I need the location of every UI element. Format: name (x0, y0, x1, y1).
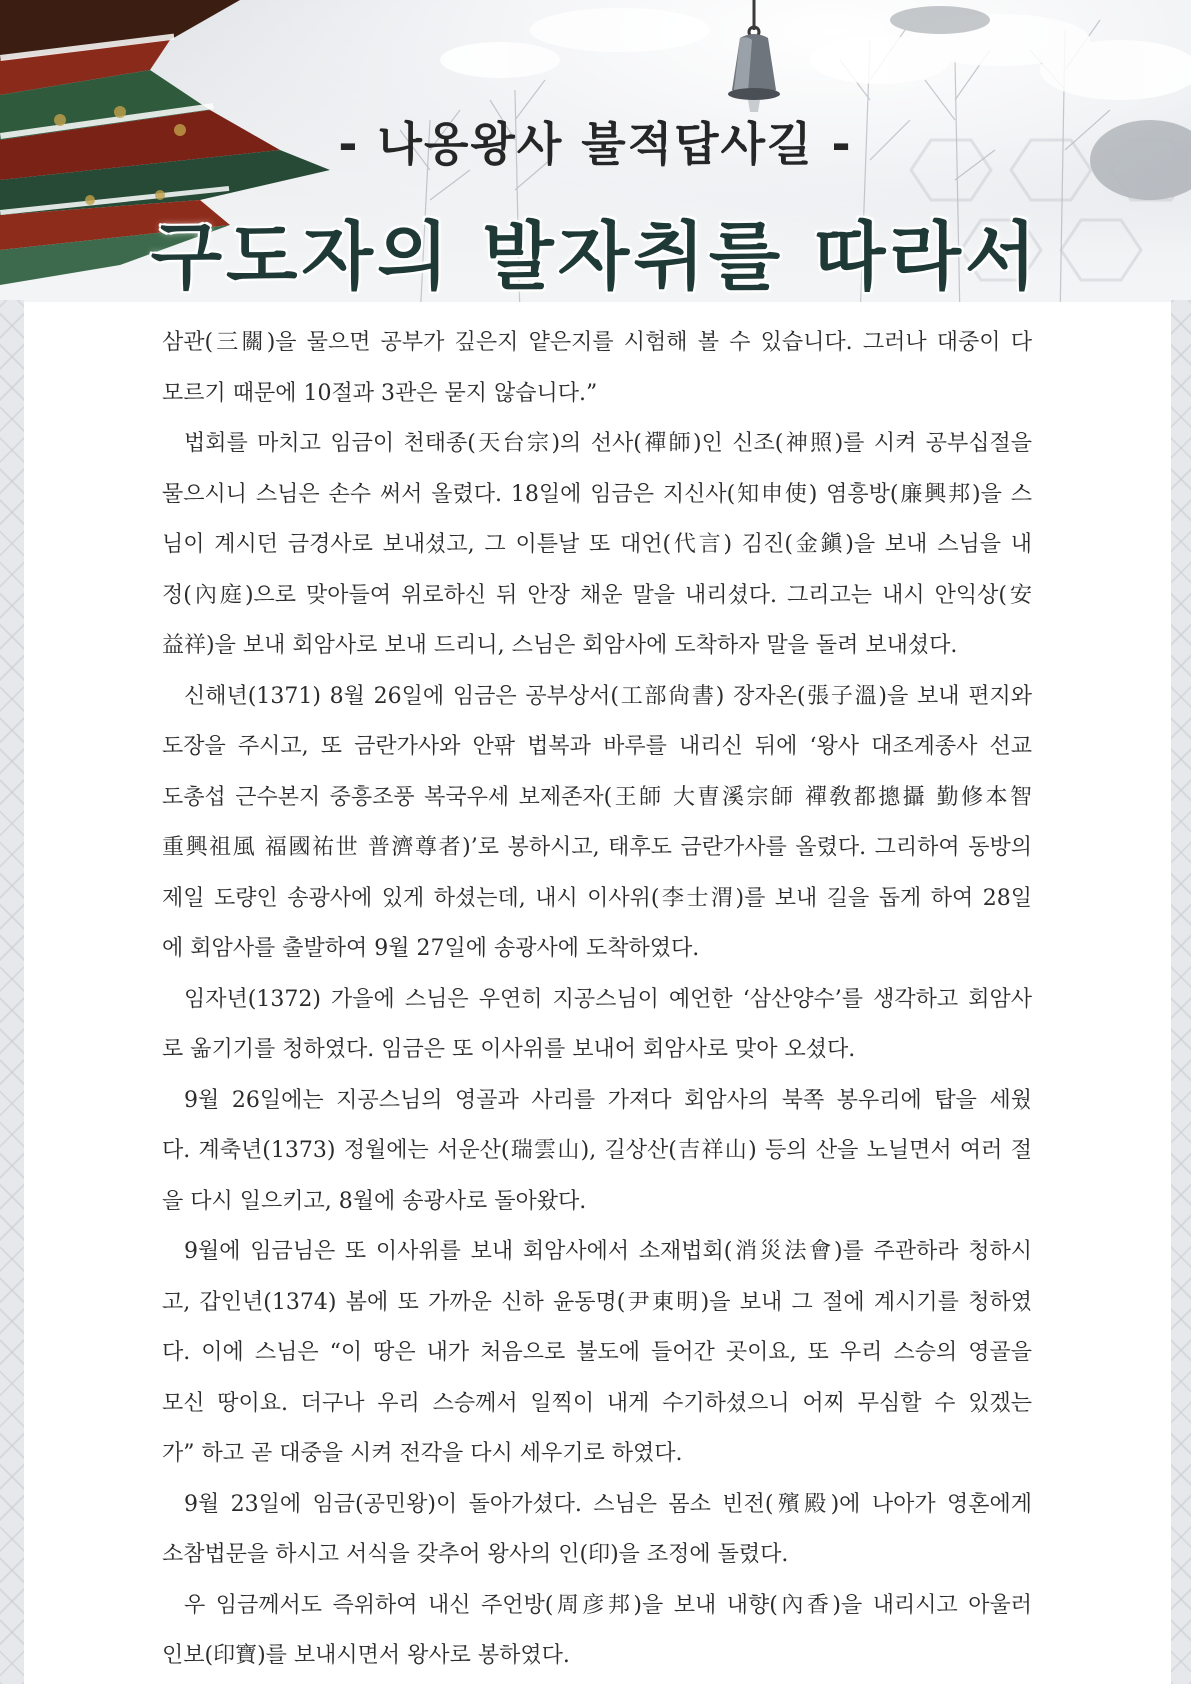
text-line: 에 회암사를 출발하여 9월 27일에 송광사에 도착하였다. (162, 936, 700, 961)
text-line: 삼관(三關)을 물으면 공부가 깊은지 얕은지를 시험해 볼 수 있습니다. 그러나 대중이 다 (162, 330, 1032, 355)
page-title: 구도자의 발자취를 따라서 (150, 214, 1041, 300)
text-line: 모르기 때문에 10절과 3관은 묻지 않습니다.” (162, 380, 598, 406)
text-line: 님이 계시던 금경사로 보내셨고, 그 이튿날 또 대언(代言) 김진(金鎭)을 보내 스님을 내 (162, 532, 1032, 557)
text-line: 법회를 마치고 임금이 천태종(天台宗)의 선사(禪師)인 신조(神照)를 시켜 공부십절을 (184, 431, 1032, 456)
page-subtitle: - 나옹왕사 불적답사길 - (338, 117, 853, 171)
text-line: 도장을 주시고, 또 금란가사와 안팎 법복과 바루를 내리신 뒤에 ‘왕사 대조계종사 선교 (162, 734, 1032, 759)
text-line: 제일 도량인 송광사에 있게 하셨는데, 내시 이사위(李士渭)를 보내 길을 돕게 하여 28일 (162, 885, 1032, 911)
text-line: 고, 갑인년(1374) 봄에 또 가까운 신하 윤동명(尹東明)을 보내 그 절에 계시기를 청하였 (162, 1289, 1032, 1315)
right-margin-pattern (1171, 300, 1191, 1684)
text-line: 로 옮기기를 청하였다. 임금은 또 이사위를 보내어 회암사로 맞아 오셨다. (162, 1037, 856, 1062)
text-line: 우 임금께서도 즉위하여 내신 주언방(周彦邦)을 보내 내향(內香)을 내리시고 아울러 (184, 1592, 1032, 1618)
body-text (162, 318, 1032, 1682)
left-margin-pattern (0, 300, 24, 1684)
header-banner (0, 0, 1191, 320)
text-line: 을 다시 일으키고, 8월에 송광사로 돌아왔다. (162, 1188, 587, 1214)
text-line: 가” 하고 곧 대중을 시켜 전각을 다시 세우기로 하였다. (162, 1441, 683, 1466)
text-line: 신해년(1371) 8월 26일에 임금은 공부상서(工部尙書) 장자온(張子溫)을 보내 편지와 (184, 683, 1032, 709)
text-line: 9월에 임금님은 또 이사위를 보내 회암사에서 소재법회(消災法會)를 주관하라 청하시 (184, 1239, 1032, 1264)
text-line: 소참법문을 하시고 서식을 갖추어 왕사의 인(印)을 조정에 돌렸다. (162, 1542, 789, 1567)
text-line: 9월 23일에 임금(공민왕)이 돌아가셨다. 스님은 몸소 빈전(殯殿)에 나아가 영혼에게 (184, 1491, 1032, 1517)
text-line: 9월 26일에는 지공스님의 영골과 사리를 가져다 회암사의 북쪽 봉우리에 탑을 세웠 (184, 1087, 1032, 1113)
temple-bell-icon (718, 0, 790, 112)
text-line: 인보(印寶)를 보내시면서 왕사로 봉하였다. (162, 1643, 570, 1668)
text-line: 重興祖風 福國祐世 普濟尊者)’로 봉하시고, 태후도 금란가사를 올렸다. 그리하여 동방의 (162, 835, 1032, 860)
text-line: 임자년(1372) 가을에 스님은 우연히 지공스님이 예언한 ‘삼산양수’를 생각하고 회암사 (184, 986, 1032, 1012)
text-line: 정(內庭)으로 맞아들여 위로하신 뒤 안장 채운 말을 내리셨다. 그리고는 내시 안익상(安 (162, 582, 1032, 608)
text-line: 모신 땅이요. 더구나 우리 스승께서 일찍이 내게 수기하셨으니 어찌 무심할 수 있겠는 (162, 1390, 1032, 1416)
text-line: 물으시니 스님은 손수 써서 올렸다. 18일에 임금은 지신사(知申使) 염흥방(廉興邦)을 스 (162, 481, 1032, 507)
text-line: 다. 계축년(1373) 정월에는 서운산(瑞雲山), 길상산(吉祥山) 등의 산을 노닐면서 여러 절 (162, 1138, 1032, 1163)
text-line: 益祥)을 보내 회암사로 보내 드리니, 스님은 회암사에 도착하자 말을 돌려 보내셨다. (162, 633, 958, 658)
text-line: 도총섭 근수본지 중흥조풍 복국우세 보제존자(王師 大曺溪宗師 禪敎都摠攝 勤修本智 (162, 784, 1032, 810)
text-line: 다. 이에 스님은 “이 땅은 내가 처음으로 불도에 들어간 곳이요, 또 우리 스승의 영골을 (162, 1340, 1032, 1365)
